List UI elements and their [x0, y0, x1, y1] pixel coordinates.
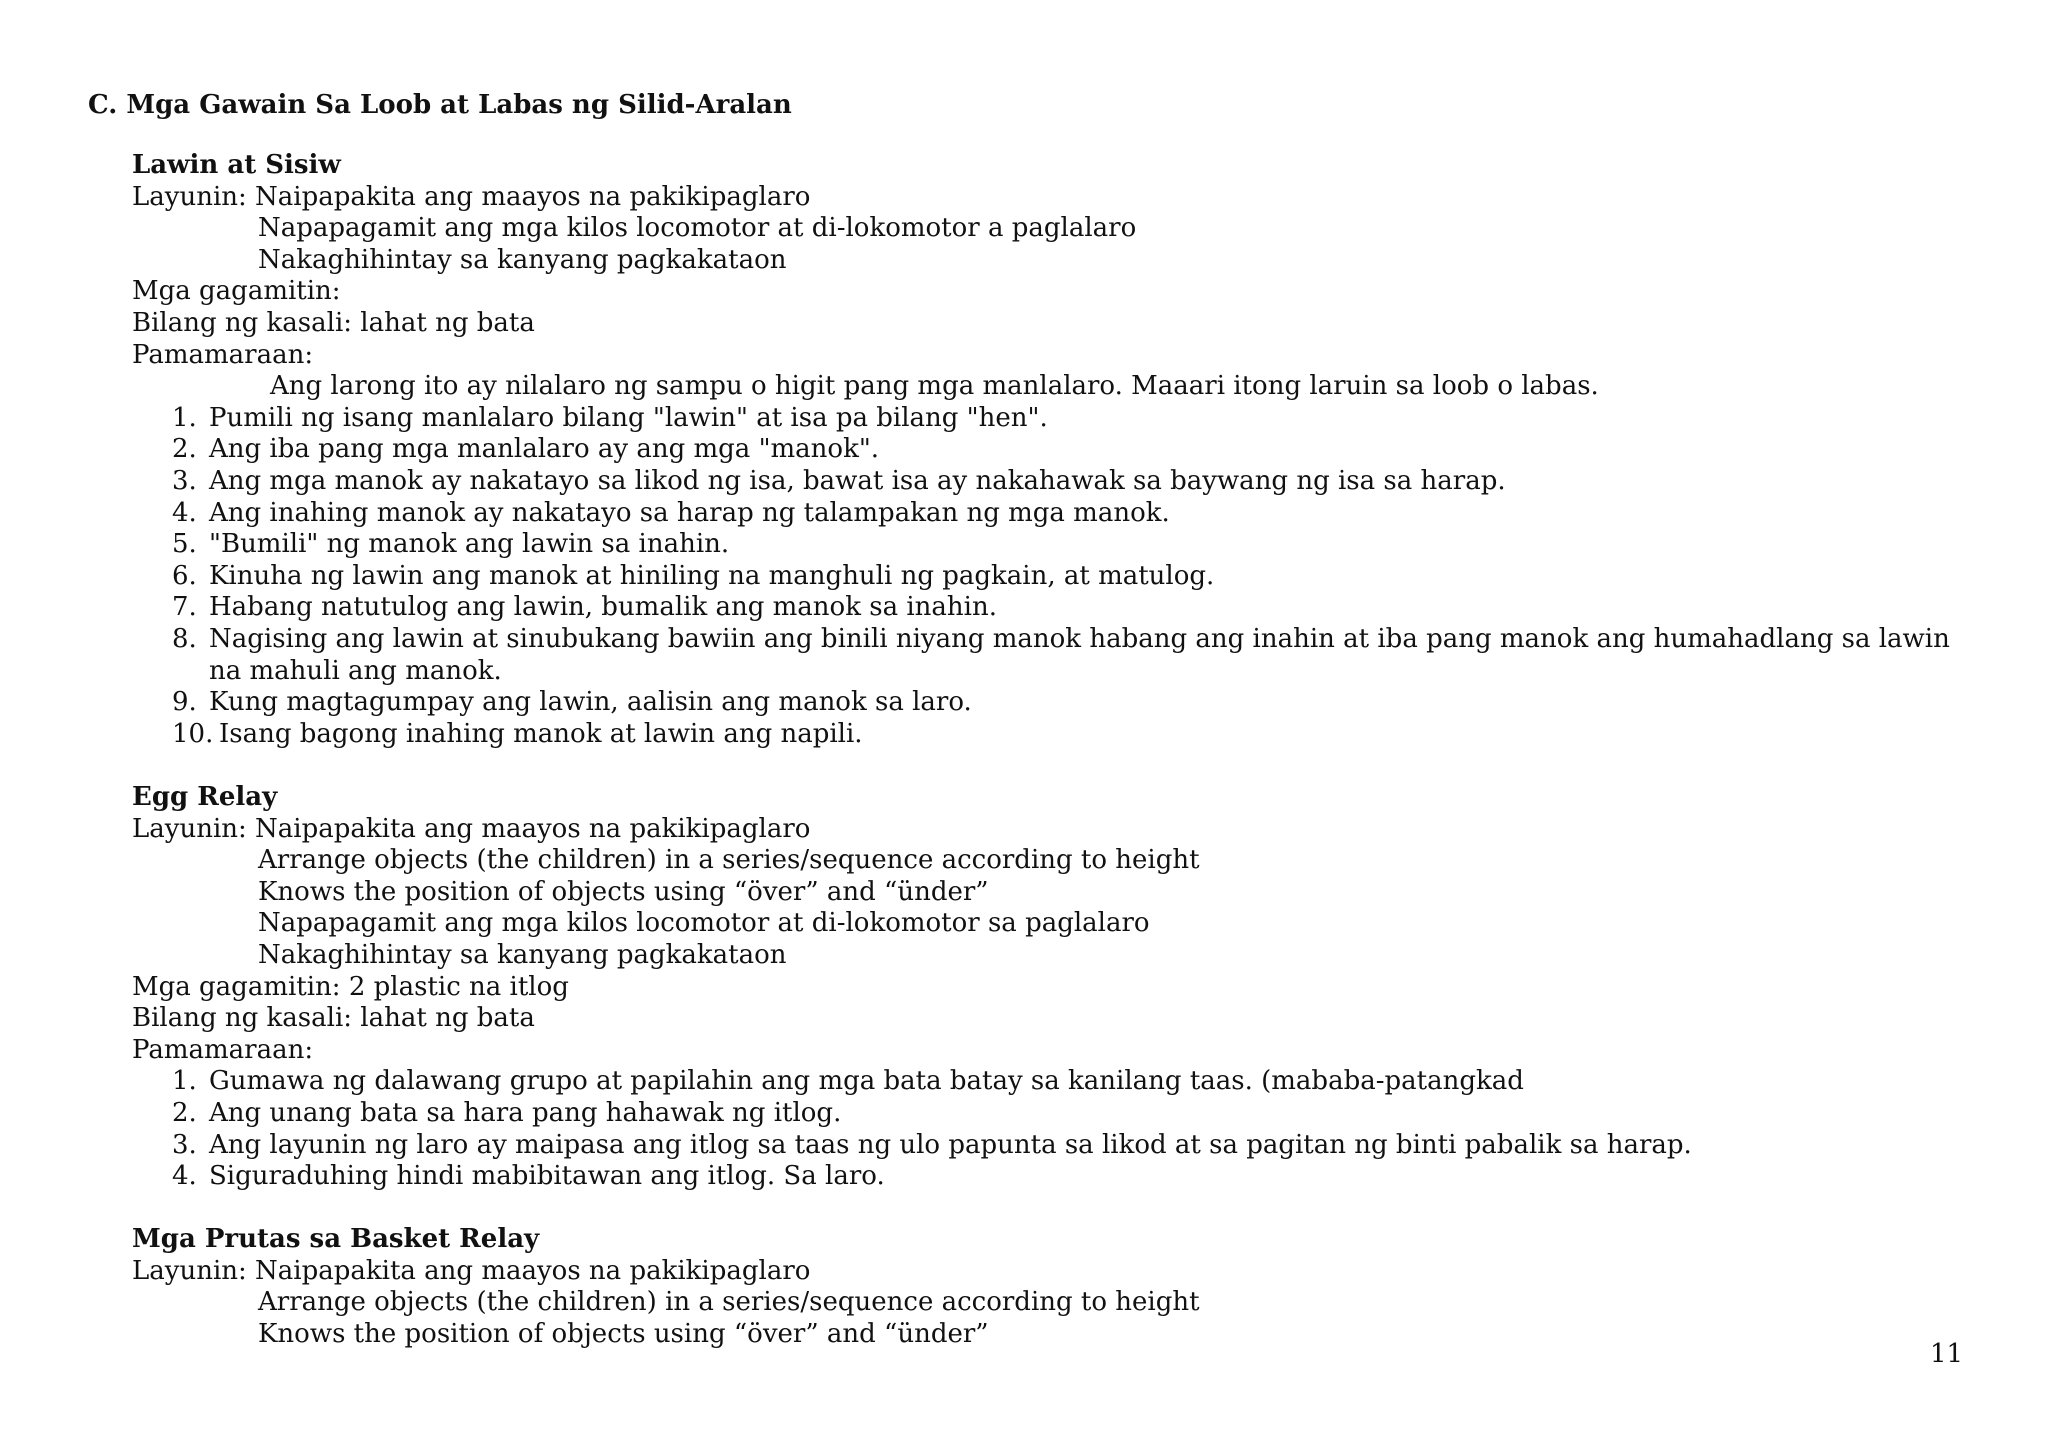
activity-title: Lawin at Sisiw — [132, 150, 341, 180]
step-number: 2. — [172, 434, 197, 465]
step-text: Ang mga manok ay nakatayo sa likod ng isa, bawat isa ay nakahawak sa baywang ng isa sa harap. — [209, 465, 1506, 496]
step-number: 8. — [172, 623, 197, 654]
participants-line: Bilang ng kasali: lahat ng bata — [132, 1003, 535, 1034]
objectives-label: Layunin: — [132, 813, 247, 844]
activity-lawin-at-sisiw — [132, 150, 1992, 750]
objective-item: Knows the position of objects using “över” and “ünder” — [258, 876, 989, 907]
step-number: 2. — [172, 1097, 197, 1128]
objective-item: Naipapakita ang maayos na pakikipaglaro — [255, 813, 811, 844]
page-number: 11 — [1930, 1339, 1964, 1369]
objective-item: Arrange objects (the children) in a series/sequence according to height — [258, 845, 1200, 876]
procedure-step — [132, 1066, 1992, 1098]
step-number: 4. — [172, 497, 197, 528]
procedure-step — [132, 624, 1992, 687]
procedure-step — [132, 561, 1992, 593]
procedure-step — [132, 687, 1992, 719]
section-title: C. Mga Gawain Sa Loob at Labas ng Silid-Aralan — [88, 90, 792, 120]
step-number: 7. — [172, 592, 197, 623]
procedure-step — [132, 403, 1992, 435]
procedure-steps — [132, 1066, 1992, 1192]
step-text: "Bumili" ng manok ang lawin sa inahin. — [209, 529, 730, 560]
objective-item: Napapagamit ang mga kilos locomotor at di-lokomotor sa paglalaro — [258, 908, 1150, 939]
procedure-step — [132, 1130, 1992, 1162]
objectives-line — [132, 814, 1992, 846]
objective-item: Napapagamit ang mga kilos locomotor at di-lokomotor a paglalaro — [258, 213, 1137, 244]
objective-item: Nakaghihintay sa kanyang pagkakataon — [258, 244, 787, 275]
procedure-step — [132, 466, 1992, 498]
procedure-label: Pamamaraan: — [132, 1034, 314, 1065]
step-text: Kung magtagumpay ang lawin, aalisin ang manok sa laro. — [209, 687, 972, 718]
procedure-step — [132, 719, 1992, 751]
step-text: Isang bagong inahing manok at lawin ang napili. — [219, 718, 863, 749]
step-text: Ang layunin ng laro ay maipasa ang itlog sa taas ng ulo papunta sa likod at sa pagitan ng binti pabalik sa harap. — [209, 1129, 1692, 1160]
procedure-step — [132, 1161, 1992, 1193]
objective-item: Naipapakita ang maayos na pakikipaglaro — [255, 181, 811, 212]
objectives-line — [132, 1256, 1992, 1288]
step-text: Ang unang bata sa hara pang hahawak ng itlog. — [209, 1097, 842, 1128]
activity-title: Mga Prutas sa Basket Relay — [132, 1224, 540, 1254]
step-text: Kinuha ng lawin ang manok at hiniling na manghuli ng pagkain, at matulog. — [209, 560, 1215, 591]
objective-item: Knows the position of objects using “över” and “ünder” — [258, 1318, 989, 1349]
step-number: 1. — [172, 1066, 197, 1097]
procedure-intro: Ang larong ito ay nilalaro ng sampu o higit pang mga manlalaro. Maaari itong laruin sa loob o labas. — [270, 371, 1599, 402]
procedure-step — [132, 498, 1992, 530]
activity-egg-relay — [132, 782, 1992, 1193]
procedure-steps — [132, 403, 1992, 751]
step-text: Ang iba pang mga manlalaro ay ang mga "manok". — [209, 434, 880, 465]
procedure-step — [132, 592, 1992, 624]
objectives-label: Layunin: — [132, 1255, 247, 1286]
step-number: 6. — [172, 560, 197, 591]
procedure-step — [132, 434, 1992, 466]
step-text: Ang inahing manok ay nakatayo sa harap ng talampakan ng mga manok. — [209, 497, 1170, 528]
objective-item: Naipapakita ang maayos na pakikipaglaro — [255, 1255, 811, 1286]
step-number: 3. — [172, 465, 197, 496]
objective-item: Arrange objects (the children) in a series/sequence according to height — [258, 1287, 1200, 1318]
activity-prutas-basket-relay — [132, 1224, 1992, 1350]
step-text: Nagising ang lawin at sinubukang bawiin ang binili niyang manok habang ang inahin at iba pang manok ang humahadlang sa lawin na mahuli ang manok. — [209, 623, 1950, 686]
step-text: Pumili ng isang manlalaro bilang "lawin" at isa pa bilang "hen". — [209, 402, 1048, 433]
procedure-step — [132, 1098, 1992, 1130]
step-text: Gumawa ng dalawang grupo at papilahin ang mga bata batay sa kanilang taas. (mababa-patangkad — [209, 1066, 1524, 1097]
step-number: 9. — [172, 687, 197, 718]
step-text: Siguraduhing hindi mabibitawan ang itlog. Sa laro. — [209, 1161, 885, 1192]
procedure-label: Pamamaraan: — [132, 339, 314, 370]
step-number: 5. — [172, 529, 197, 560]
objective-item: Nakaghihintay sa kanyang pagkakataon — [258, 939, 787, 970]
objectives-label: Layunin: — [132, 181, 247, 212]
step-number: 10. — [172, 718, 214, 749]
materials-line: Mga gagamitin: — [132, 276, 341, 307]
procedure-step — [132, 529, 1992, 561]
participants-line: Bilang ng kasali: lahat ng bata — [132, 307, 535, 338]
step-number: 1. — [172, 402, 197, 433]
objectives-line — [132, 182, 1992, 214]
activity-title: Egg Relay — [132, 782, 278, 812]
step-number: 4. — [172, 1161, 197, 1192]
step-number: 3. — [172, 1129, 197, 1160]
step-text: Habang natutulog ang lawin, bumalik ang manok sa inahin. — [209, 592, 997, 623]
materials-line: Mga gagamitin: 2 plastic na itlog — [132, 971, 569, 1002]
